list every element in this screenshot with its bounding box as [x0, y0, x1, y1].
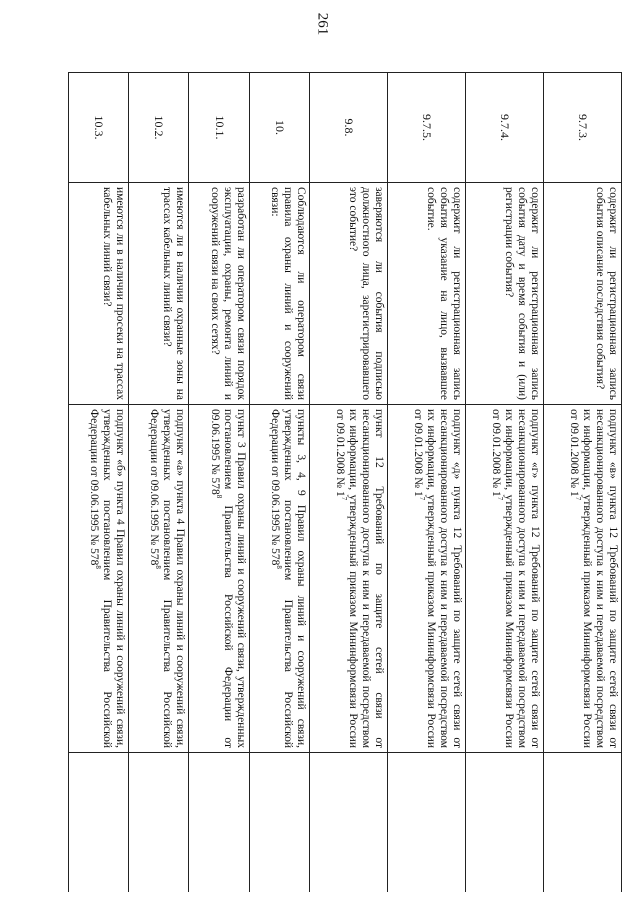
- legal-basis-cell: [543, 405, 621, 753]
- requirement-cell: содержит ли регистрационная запись события описание последствия события?: [543, 183, 621, 405]
- legal-basis-cell: [249, 405, 309, 753]
- row-number-cell: 10.3.: [69, 73, 129, 183]
- requirement-cell: имеются ли в наличии охранные зоны на трассах кабельных линий связи?: [129, 183, 189, 405]
- checklist-table-container: [68, 72, 622, 892]
- footnote-marker: 8: [154, 565, 163, 569]
- answer-cell: [465, 753, 543, 893]
- answer-cell: [309, 753, 387, 893]
- footnote-marker: 8: [274, 565, 283, 569]
- table-row: [387, 73, 465, 893]
- table-row: [309, 73, 387, 893]
- legal-basis-text: подпункт «а» пункта 4 Правил охраны линий и сооружений связи, утвержденных постановлением Правительства Российской Федерации от 09.06.1995 № 578: [148, 409, 187, 748]
- footnote-marker: 7: [573, 496, 582, 501]
- table-row: [465, 73, 543, 893]
- legal-basis-cell: [189, 405, 249, 753]
- legal-basis-text: пункты 3, 4, 9 Правил охраны линий и сооружений связи, утвержденных постановлением Правительства Российской Федерации от 09.06.1995 № 578: [268, 409, 307, 748]
- table-row: [249, 73, 309, 893]
- page-number-text: 261: [314, 12, 331, 36]
- row-number-cell: 9.7.4.: [465, 73, 543, 183]
- table-row: [69, 73, 129, 893]
- row-number-cell: 9.7.5.: [387, 73, 465, 183]
- requirement-cell: Соблюдаются ли оператором связи правила охраны линий и сооружений связи:: [249, 183, 309, 405]
- requirement-cell: разработан ли оператором связи порядок эксплуатации, охраны, ремонта линий и сооружений связи на своих сетях?: [189, 183, 249, 405]
- table-row: [189, 73, 249, 893]
- row-number-cell: 10.1.: [189, 73, 249, 183]
- requirement-cell: имеются ли в наличии просеки на трассах кабельных линий связи?: [69, 183, 129, 405]
- footnote-marker: 7: [495, 496, 504, 501]
- checklist-table-body: [69, 73, 622, 893]
- answer-cell: [387, 753, 465, 893]
- answer-cell: [69, 753, 129, 893]
- requirement-cell: содержит ли регистрационная запись события указание на лицо, вызвавшее событие.: [387, 183, 465, 405]
- table-row: [543, 73, 621, 893]
- legal-basis-cell: [387, 405, 465, 753]
- table-row: [129, 73, 189, 893]
- checklist-table: [68, 72, 622, 892]
- footnote-marker: 7: [417, 496, 426, 501]
- legal-basis-cell: [69, 405, 129, 753]
- legal-basis-text: подпункт «б» пункта 4 Правил охраны линий и сооружений связи, утвержденных постановлением Правительства Российской Федерации от 09.06.1995 № 578: [88, 409, 127, 748]
- legal-basis-text: подпункт «д» пункта 12 Требований по защите сетей связи от несанкционированного доступа к ним и передаваемой посредством их информации, утвержденный приказом Мининформсвязи России от 09.01.2008 № 1: [411, 409, 463, 748]
- requirement-cell: содержит ли регистрационная запись события дату и время события и (или) регистрации события?: [465, 183, 543, 405]
- legal-basis-cell: [309, 405, 387, 753]
- legal-basis-cell: [129, 405, 189, 753]
- legal-basis-text: пункт 3 Правил охраны линий и сооружений связи, утвержденных постановлением Правительства Российской Федерации от 09.06.1995 № 578: [208, 409, 247, 748]
- footnote-marker: 8: [94, 565, 103, 569]
- rotated-table-frame: [68, 72, 622, 892]
- legal-basis-text: подпункт «в» пункта 12 Требований по защите сетей связи от несанкционированного доступа к ним и передаваемой посредством их информации, утвержденный приказом Мининформсвязи России от 09.01.2008 № 1: [568, 409, 619, 748]
- legal-basis-text: подпункт «г» пункта 12 Требований по защите сетей связи от несанкционированного доступа к ним и передаваемой посредством их информации, утвержденный приказом Мининформсвязи России от 09.01.2008 № 1: [489, 409, 541, 748]
- answer-cell: [543, 753, 621, 893]
- answer-cell: [129, 753, 189, 893]
- legal-basis-cell: [465, 405, 543, 753]
- footnote-marker: 7: [339, 496, 348, 501]
- page-number: [0, 8, 640, 48]
- row-number-cell: 9.7.3.: [543, 73, 621, 183]
- requirement-cell: заверяются ли события подписью должностного лица, зарегистрировавшего это событие?: [309, 183, 387, 405]
- row-number-cell: 9.8.: [309, 73, 387, 183]
- footnote-marker: 8: [214, 494, 223, 499]
- row-number-cell: 10.2.: [129, 73, 189, 183]
- legal-basis-text: пункт 12 Требований по защите сетей связи от несанкционированного доступа к ним и передаваемой посредством их информации, утвержденный приказом Мининформсвязи России от 09.01.2008 № 1: [333, 409, 385, 748]
- answer-cell: [189, 753, 249, 893]
- row-number-cell: 10.: [249, 73, 309, 183]
- answer-cell: [249, 753, 309, 893]
